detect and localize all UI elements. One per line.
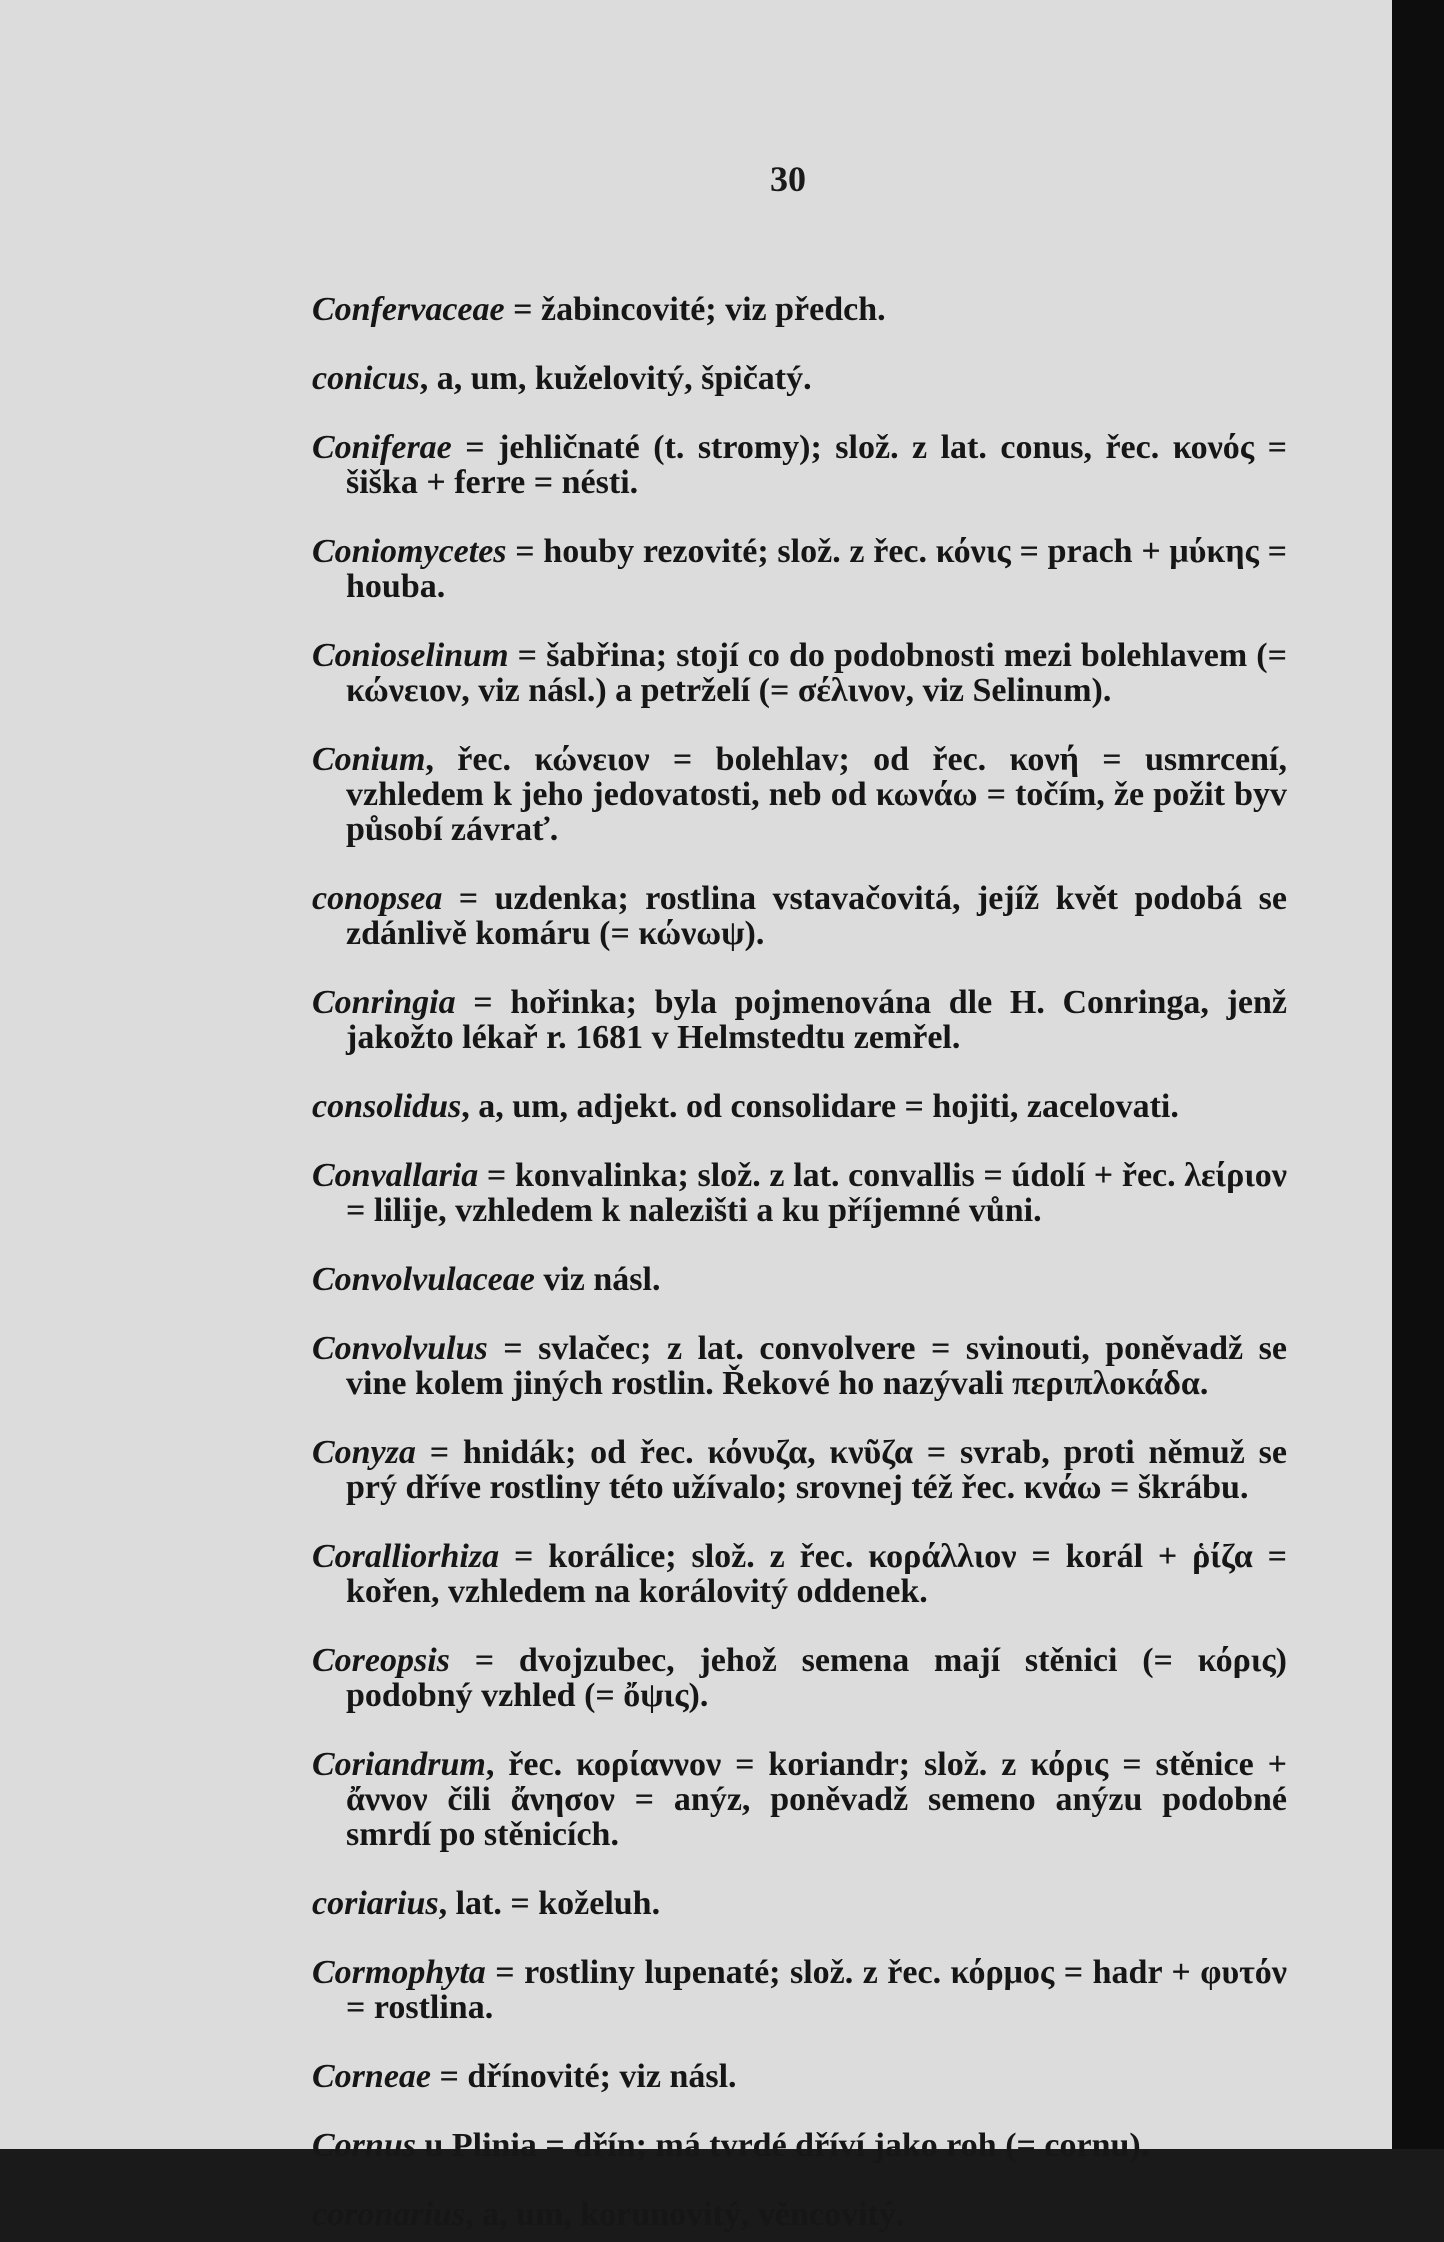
entry-definition: = korálice; slož. z řec. κοράλλιον = korál + ῥίζα = kořen, vzhledem na korálovitý oddenek. [346, 1538, 1287, 1610]
entry-definition: = šabřina; stojí co do podobnosti mezi bolehlavem (= κώνειον, viz násl.) a petrželí (= σέλινον, viz Selinum). [346, 637, 1287, 709]
entry-term: Coralliorhiza [312, 1538, 500, 1575]
entry-term: Conyza [312, 1434, 416, 1471]
entry-definition: , lat. = koželuh. [438, 1885, 661, 1922]
entry-term: Coniomycetes [312, 533, 507, 570]
entry-term: Convallaria [312, 1157, 479, 1194]
entry-term: Conioselinum [312, 637, 509, 674]
dictionary-entry [312, 1643, 1287, 1713]
entry-term: Convolvulus [312, 1330, 488, 1367]
entry-term: Cormophyta [312, 1954, 486, 1991]
entry-definition: , a, um, adjekt. od consolidare = hojiti, zacelovati. [461, 1088, 1179, 1125]
entry-term: Coriandrum [312, 1746, 486, 1783]
dictionary-entry [312, 292, 1287, 327]
entry-term: conicus [312, 360, 420, 397]
entry-term: Confervaceae [312, 291, 505, 328]
entry-term: coronarius [312, 2196, 466, 2233]
dictionary-entry [312, 2128, 1287, 2163]
dictionary-entry [312, 1955, 1287, 2025]
entry-definition: = jehličnaté (t. stromy); slož. z lat. conus, řec. κονός = šiška + ferre = nésti. [346, 429, 1287, 501]
entry-definition: , řec. κώνειον = bolehlav; od řec. κονή = usmrcení, vzhledem k jeho jedovatosti, neb od κωνάω = točím, že požit byv působí závrať. [346, 741, 1287, 848]
entry-definition: = dřínovité; viz násl. [431, 2058, 737, 2095]
dictionary-entry [312, 742, 1287, 847]
entry-term: coriarius [312, 1885, 439, 1922]
entry-term: consolidus [312, 1088, 462, 1125]
dictionary-entry [312, 430, 1287, 500]
dictionary-entry [312, 638, 1287, 708]
dictionary-entry [312, 1747, 1287, 1852]
entry-term: Corneae [312, 2058, 431, 2095]
entry-definition: = žabincovité; viz předch. [504, 291, 886, 328]
entry-definition: = dvojzubec, jehož semena mají stěnici (= κόρις) podobný vzhled (= ὄψις). [346, 1642, 1287, 1714]
dictionary-entry [312, 1158, 1287, 1228]
entry-definition: = rostliny lupenaté; slož. z řec. κόρμος = hadr + φυτόν = rostlina. [346, 1954, 1287, 2026]
entry-definition: = hnidák; od řec. κόνυζα, κνῦζα = svrab, proti němuž se prý dříve rostliny této užívalo; srovnej též řec. κνάω = škrábu. [346, 1434, 1287, 1506]
entry-definition: = houby rezovité; slož. z řec. κόνις = prach + μύκης = houba. [346, 533, 1287, 605]
entry-definition: = konvalinka; slož. z lat. convallis = údolí + řec. λείριον = lilije, vzhledem k nalezišti a ku příjemné vůni. [346, 1157, 1287, 1229]
entry-definition: = svlačec; z lat. convolvere = svinouti, poněvadž se vine kolem jiných rostlin. Řekové ho nazývali περιπλοκάδα. [346, 1330, 1287, 1402]
dictionary-entry [312, 881, 1287, 951]
entry-term: Conium [312, 741, 426, 778]
entry-term: Coniferae [312, 429, 452, 466]
page-number: 30 [770, 159, 806, 199]
entry-definition: = hořinka; byla pojmenována dle H. Conringa, jenž jakožto lékař r. 1681 v Helmstedtu zemřel. [346, 984, 1287, 1056]
dictionary-entry [312, 361, 1287, 396]
entry-term: Coreopsis [312, 1642, 450, 1679]
dictionary-entry [312, 534, 1287, 604]
dictionary-entry [312, 985, 1287, 1055]
entry-term: Conringia [312, 984, 456, 1021]
entry-definition: viz násl. [534, 1261, 661, 1298]
page-edge [1392, 0, 1444, 2149]
dictionary-entry [312, 1886, 1287, 1921]
dictionary-entry [312, 1331, 1287, 1401]
entry-definition: u Plinia = dřín; má tvrdé dříví jako roh (= cornu). [415, 2127, 1150, 2164]
entry-term: conopsea [312, 880, 443, 917]
dictionary-entries [312, 258, 1287, 2242]
entry-term: Cornus [312, 2127, 416, 2164]
entry-definition: = uzdenka; rostlina vstavačovitá, jejíž květ podobá se zdánlivě komáru (= κώνωψ). [346, 880, 1287, 952]
dictionary-entry [312, 2197, 1287, 2232]
dictionary-entry [312, 2059, 1287, 2094]
dictionary-entry [312, 1089, 1287, 1124]
entry-term: Convolvulaceae [312, 1261, 535, 1298]
dictionary-entry [312, 1539, 1287, 1609]
entry-definition: , řec. κορίαννον = koriandr; slož. z κόρις = stěnice + ἄννον čili ἄνησον = anýz, poněvadž semeno anýzu podobné smrdí po stěnicích. [346, 1746, 1287, 1853]
entry-definition: , a, um, korunovitý, věncovitý. [465, 2196, 905, 2233]
dictionary-entry [312, 1435, 1287, 1505]
entry-definition: , a, um, kuželovitý, špičatý. [419, 360, 812, 397]
dictionary-entry [312, 1262, 1287, 1297]
